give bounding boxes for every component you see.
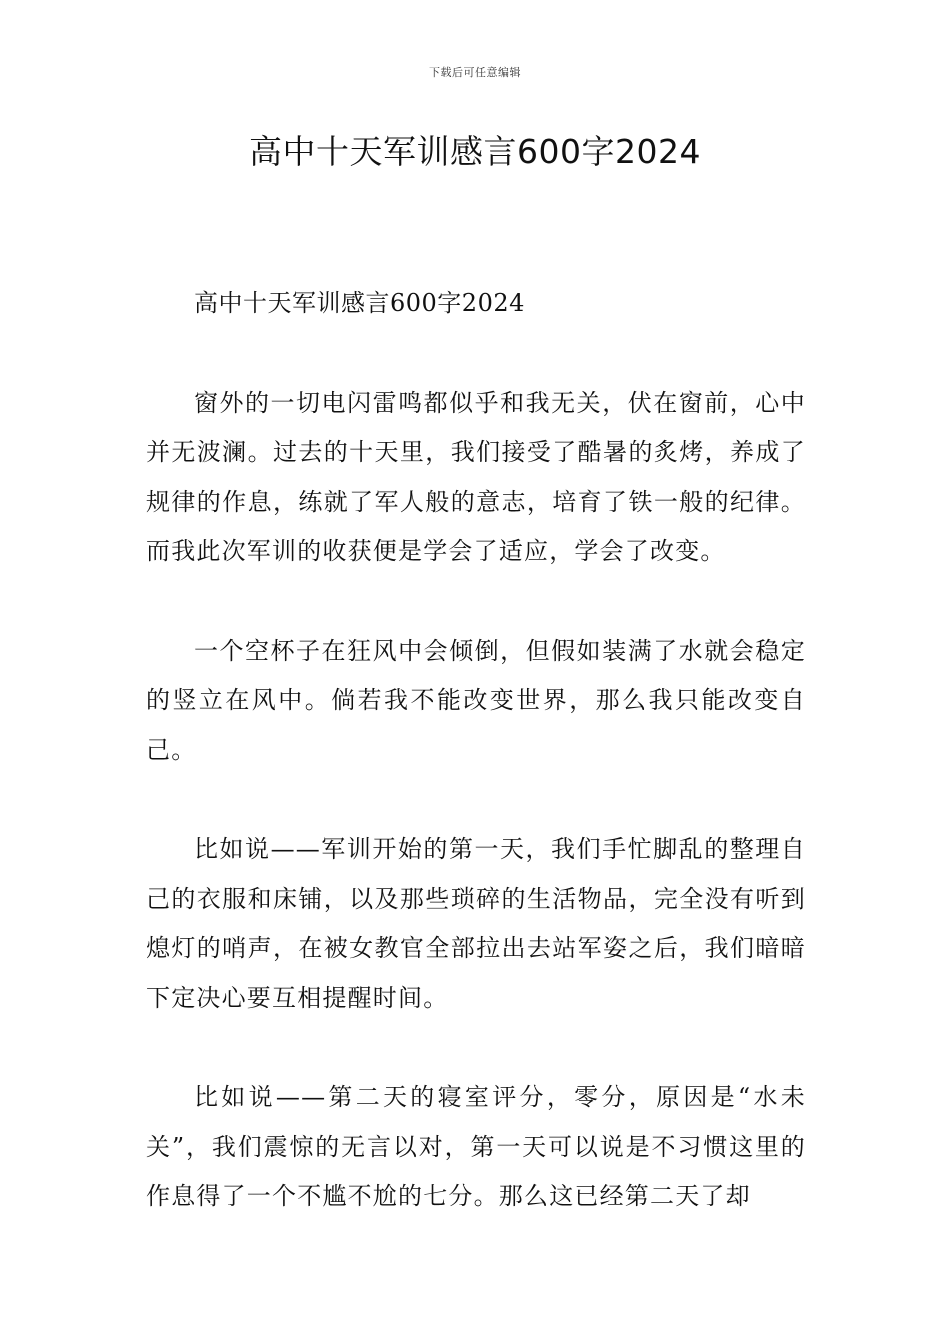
paragraph-2: 一个空杯子在狂风中会倾倒，但假如装满了水就会稳定的竖立在风中。倘若我不能改变世界，那么我只能改变自己。 (146, 636, 806, 764)
document-body (146, 279, 806, 1272)
paragraph-4: 比如说——第二天的寝室评分，零分，原因是“水未关”，我们震惊的无言以对，第一天可以说是不习惯这里的作息得了一个不尴不尬的七分。那么这已经第二天了却 (146, 1083, 806, 1210)
paragraph-3: 比如说——军训开始的第一天，我们手忙脚乱的整理自己的衣服和床铺，以及那些琐碎的生活物品，完全没有听到熄灯的哨声，在被女教官全部拉出去站军姿之后，我们暗暗下定决心要互相提醒时间。 (146, 835, 806, 1012)
header-note: 下载后可任意编辑 (429, 66, 521, 79)
paragraph-1: 窗外的一切电闪雷鸣都似乎和我无关，伏在窗前，心中并无波澜。过去的十天里，我们接受了酷暑的炙烤，养成了规律的作息，练就了军人般的意志，培育了铁一般的纪律。而我此次军训的收获便是学会了适应，学会了改变。 (146, 388, 806, 565)
body-subtitle: 高中十天军训感言600字2024 (194, 289, 525, 317)
document-title: 高中十天军训感言600字2024 (249, 132, 701, 171)
